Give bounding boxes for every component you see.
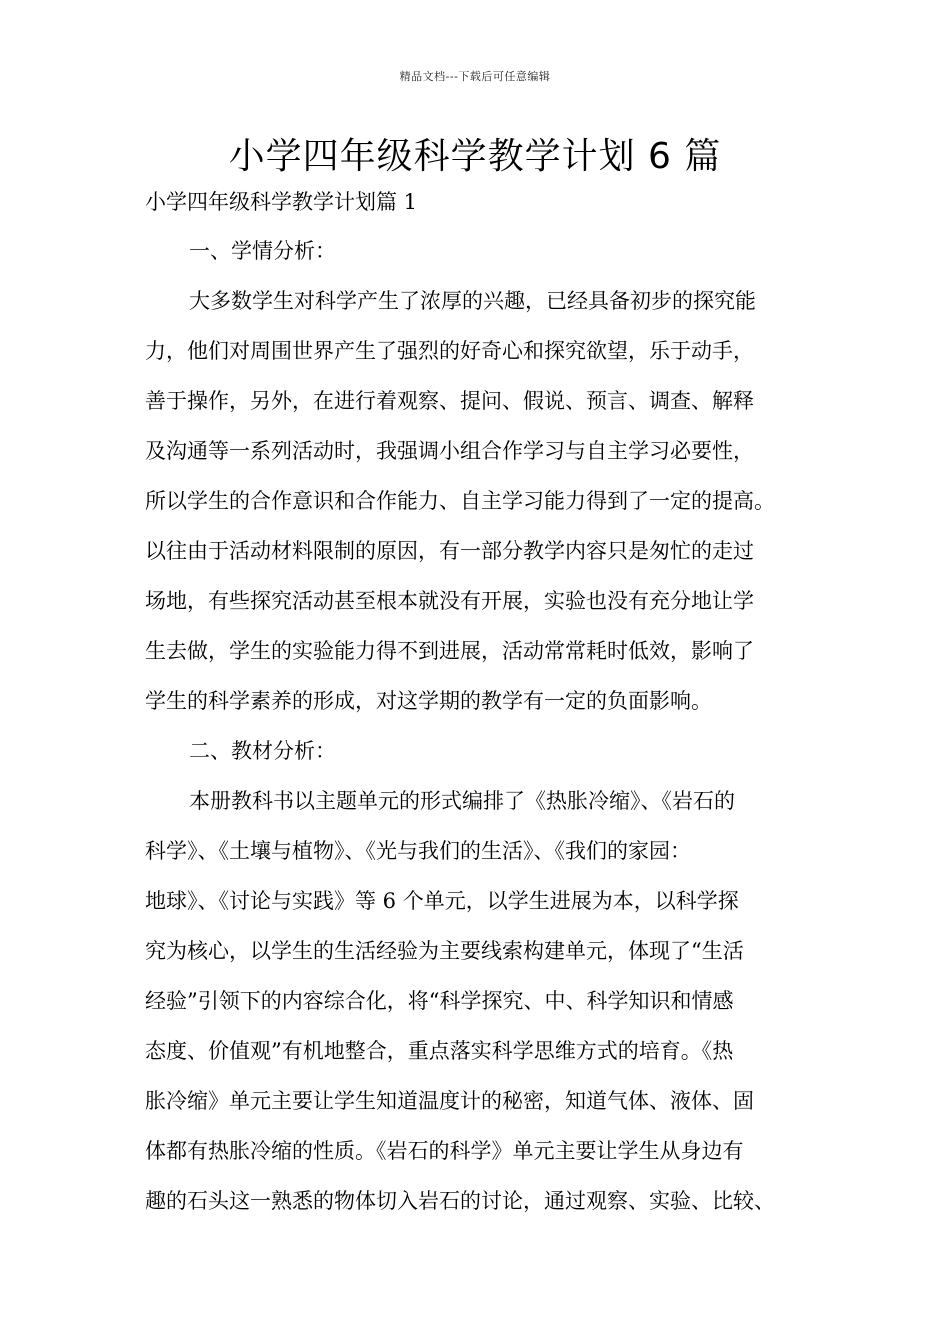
paragraph-line: 态度、价值观”有机地整合，重点落实科学思维方式的培育。《热: [145, 1039, 734, 1063]
paragraph-line: 及沟通等一系列活动时，我强调小组合作学习与自主学习必要性，: [145, 439, 754, 463]
paragraph-line: 所以学生的合作意识和合作能力、自主学习能力得到了一定的提高。: [145, 489, 775, 513]
heading-textbook-analysis: 二、教材分析：: [189, 739, 336, 763]
paragraph-line: 善于操作，另外，在进行着观察、提问、假说、预言、调查、解释: [145, 389, 754, 413]
paragraph-line: 地球》、《讨论与实践》等 6 个单元，以学生进展为本，以科学探: [145, 889, 739, 913]
paragraph-line: 大多数学生对科学产生了浓厚的兴趣，已经具备初步的探究能: [189, 289, 756, 313]
paragraph-line: 本册教科书以主题单元的形式编排了《热胀冷缩》、《岩石的: [189, 789, 735, 813]
document-title: 小学四年级科学教学计划 6 篇: [228, 136, 722, 177]
paragraph-line: 经验”引领下的内容综合化，将“科学探究、中、科学知识和情感: [145, 989, 734, 1013]
paragraph-line: 究为核心，以学生的生活经验为主要线索构建单元，体现了“生活: [145, 939, 744, 963]
heading-learning-analysis: 一、学情分析：: [189, 239, 336, 263]
paragraph-line: 学生的科学素养的形成，对这学期的教学有一定的负面影响。: [145, 689, 712, 713]
paragraph-line: 科学》、《土壤与植物》、《光与我们的生活》、《我们的家园：: [145, 839, 691, 863]
body-text: [145, 226, 825, 1226]
paragraph-line: 体都有热胀冷缩的性质。《岩石的科学》单元主要让学生从身边有: [145, 1139, 744, 1163]
paragraph-line: 力，他们对周围世界产生了强烈的好奇心和探究欲望，乐于动手，: [145, 339, 754, 363]
header-note: 精品文档---下载后可任意编辑: [399, 70, 551, 83]
section-title: 小学四年级科学教学计划篇 1: [145, 190, 418, 214]
paragraph-line: 趣的石头这一熟悉的物体切入岩石的讨论，通过观察、实验、比较、: [145, 1189, 775, 1213]
paragraph-line: 以往由于活动材料限制的原因，有一部分教学内容只是匆忙的走过: [145, 539, 754, 563]
paragraph-line: 生去做，学生的实验能力得不到进展，活动常常耗时低效，影响了: [145, 639, 754, 663]
paragraph-line: 胀冷缩》单元主要让学生知道温度计的秘密，知道气体、液体、固: [145, 1089, 754, 1113]
paragraph-line: 场地，有些探究活动甚至根本就没有开展，实验也没有充分地让学: [145, 589, 754, 613]
